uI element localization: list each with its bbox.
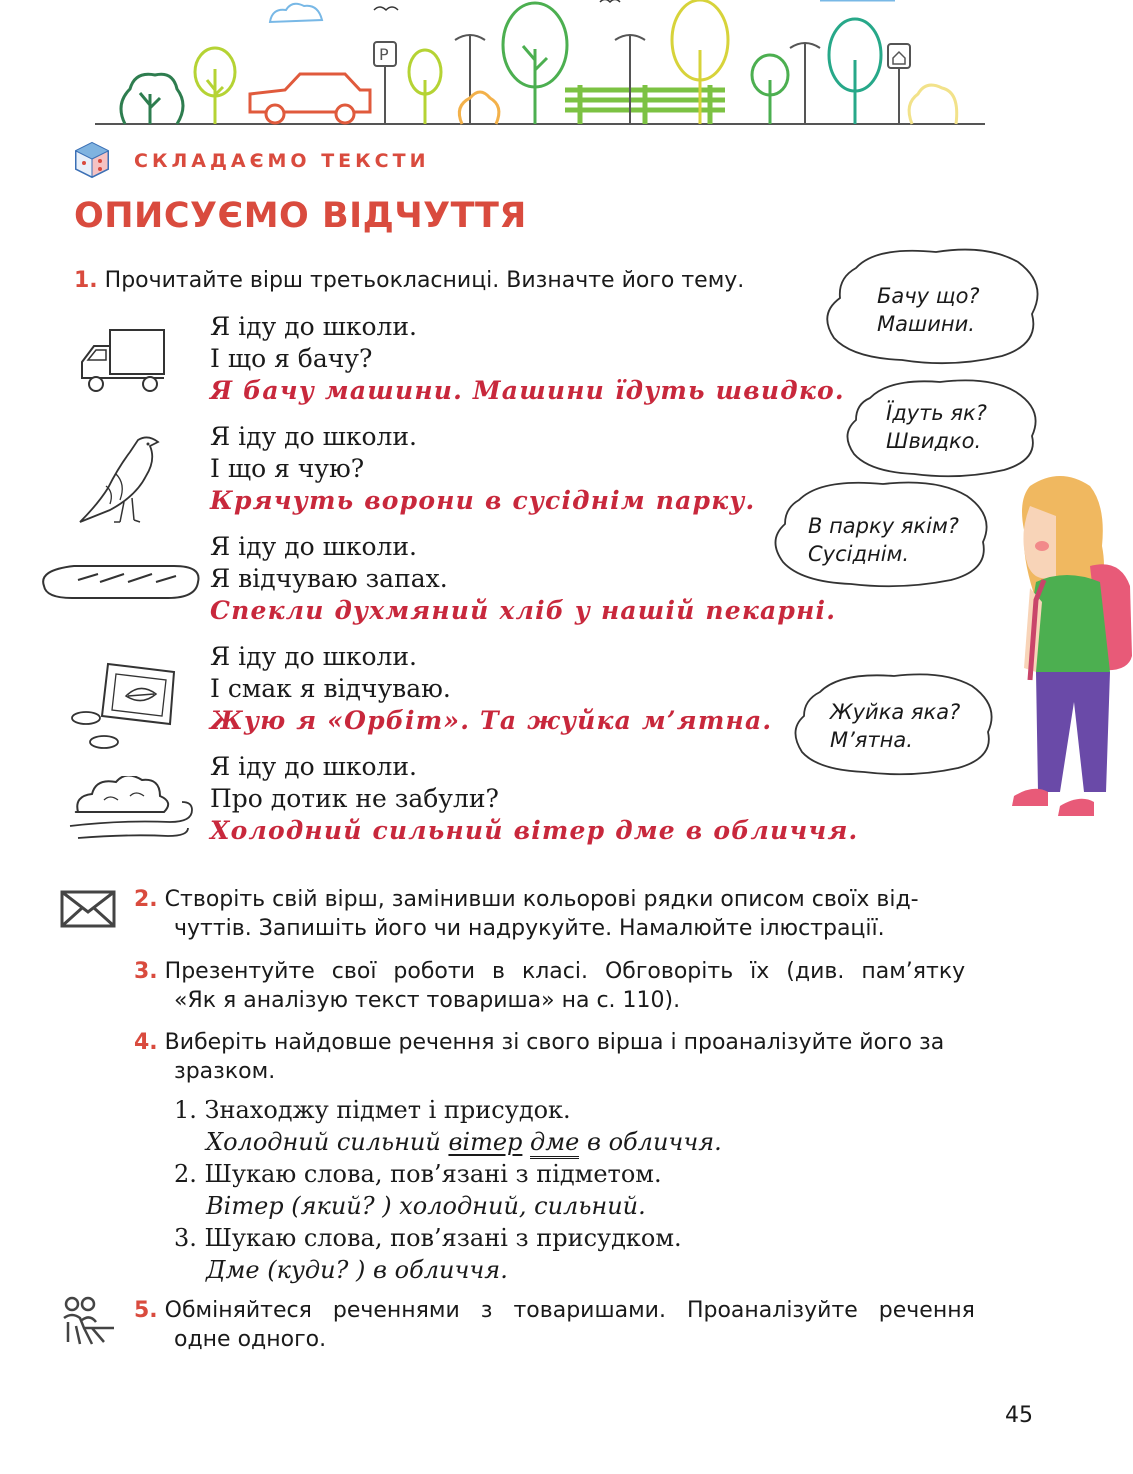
poem-stanza-1 bbox=[210, 311, 845, 407]
speech-bubble-3-text bbox=[808, 512, 959, 568]
task-number: 1. bbox=[74, 268, 98, 293]
truck-icon bbox=[78, 326, 168, 394]
poem-line: Я іду до школи. bbox=[210, 312, 417, 341]
task-text-line-1: Обміняйтеся реченнями з товаришами. Проаналізуйте речення bbox=[164, 1298, 975, 1323]
poem-stanza-3 bbox=[210, 531, 836, 627]
bubble-question: Їдуть як? bbox=[886, 401, 987, 425]
task-text-line-2: чуттів. Запишіть його чи надрукуйте. Намалюйте ілюстрації. bbox=[174, 916, 885, 941]
cube-dice-icon bbox=[74, 141, 110, 179]
subject-word: вітер bbox=[448, 1128, 523, 1156]
poem-stanza-5 bbox=[210, 751, 858, 847]
poem-line-highlight: Я бачу машини. Машини їдуть швидко. bbox=[210, 376, 845, 405]
example-text: в обличчя. bbox=[579, 1128, 722, 1156]
poem-line: І що я бачу? bbox=[210, 344, 373, 373]
bubble-answer: Сусіднім. bbox=[808, 542, 910, 566]
section-label: СКЛАДАЄМО ТЕКСТИ bbox=[134, 150, 430, 172]
bubble-answer: Швидко. bbox=[886, 429, 982, 453]
task-text-line-1: Виберіть найдовше речення зі свого вірша і проаналізуйте його за bbox=[164, 1030, 945, 1055]
task-text-line-2: одне одного. bbox=[174, 1327, 327, 1352]
girl-illustration bbox=[1000, 476, 1133, 830]
task-5 bbox=[134, 1298, 975, 1323]
task-2 bbox=[134, 887, 919, 912]
page-number: 45 bbox=[1005, 1403, 1033, 1428]
task-number: 3. bbox=[134, 959, 158, 984]
pair-work-icon bbox=[60, 1296, 122, 1348]
spacer bbox=[522, 1128, 530, 1156]
predicate-word: дме bbox=[530, 1128, 579, 1159]
analysis-step-1: 1. Знаходжу підмет і присудок. bbox=[174, 1096, 571, 1124]
task-text-line-1: Створіть свій вірш, замінивши кольорові рядки описом своїх від- bbox=[164, 887, 919, 912]
example-text: Холодний сильний bbox=[206, 1128, 449, 1156]
task-text-line-1: Презентуйте свої роботи в класі. Обговоріть їх (див. пам’ятку bbox=[164, 959, 966, 984]
poem-stanza-4 bbox=[210, 641, 772, 737]
poem-line: Я іду до школи. bbox=[210, 642, 417, 671]
envelope-icon bbox=[60, 888, 116, 928]
poem-line: Про дотик не забули? bbox=[210, 784, 499, 813]
svg-text:P: P bbox=[379, 45, 389, 64]
analysis-example-1 bbox=[174, 1126, 722, 1158]
task-text: Прочитайте вірш третьокласниці. Визначте його тему. bbox=[104, 268, 745, 293]
poem-line: І що я чую? bbox=[210, 454, 365, 483]
wind-cloud-icon bbox=[68, 776, 198, 846]
task-text-line-2: зразком. bbox=[174, 1059, 276, 1084]
task-number: 5. bbox=[134, 1298, 158, 1323]
analysis-example-2: Вітер (який? ) холодний, сильний. bbox=[206, 1192, 646, 1220]
poem-line-highlight: Холодний сильний вітер дме в обличчя. bbox=[210, 816, 859, 845]
bubble-question: Жуйка яка? bbox=[830, 700, 961, 724]
poem-line-highlight: Спекли духмяний хліб у нашій пекарні. bbox=[210, 596, 837, 625]
task-4 bbox=[134, 1030, 944, 1055]
poem-line-highlight: Крячуть ворони в сусіднім парку. bbox=[210, 486, 756, 515]
crow-icon bbox=[76, 430, 166, 526]
poem-line: І смак я відчуваю. bbox=[210, 674, 451, 703]
analysis-list bbox=[174, 1094, 722, 1286]
task-number: 2. bbox=[134, 887, 158, 912]
speech-bubble-1-text bbox=[877, 282, 980, 338]
poem-line: Я іду до школи. bbox=[210, 752, 417, 781]
analysis-example-3: Дме (куди? ) в обличчя. bbox=[206, 1256, 508, 1284]
header-illustration bbox=[0, 0, 1133, 130]
poem-line: Я іду до школи. bbox=[210, 422, 417, 451]
bread-icon bbox=[38, 560, 202, 602]
speech-bubble-2-text bbox=[886, 399, 987, 455]
bubble-question: В парку якім? bbox=[808, 514, 959, 538]
task-text-line-2: «Як я аналізую текст товариша» на с. 110). bbox=[174, 988, 681, 1013]
poem-line: Я відчуваю запах. bbox=[210, 564, 448, 593]
analysis-step-3: 3. Шукаю слова, пов’язані з присудком. bbox=[174, 1224, 682, 1252]
analysis-step-2: 2. Шукаю слова, пов’язані з підметом. bbox=[174, 1160, 662, 1188]
chewing-gum-icon bbox=[70, 660, 180, 752]
task-3 bbox=[134, 959, 965, 984]
bubble-answer: Машини. bbox=[877, 312, 975, 336]
poem-line: Я іду до школи. bbox=[210, 532, 417, 561]
page-title: ОПИСУЄМО ВІДЧУТТЯ bbox=[74, 196, 527, 236]
task-1 bbox=[74, 268, 744, 293]
task-number: 4. bbox=[134, 1030, 158, 1055]
poem-line-highlight: Жую я «Орбіт». Та жуйка м’ятна. bbox=[210, 706, 773, 735]
bubble-question: Бачу що? bbox=[877, 284, 980, 308]
speech-bubble-4-text bbox=[830, 698, 960, 754]
bubble-answer: М’ятна. bbox=[830, 728, 913, 752]
poem-stanza-2 bbox=[210, 421, 755, 517]
